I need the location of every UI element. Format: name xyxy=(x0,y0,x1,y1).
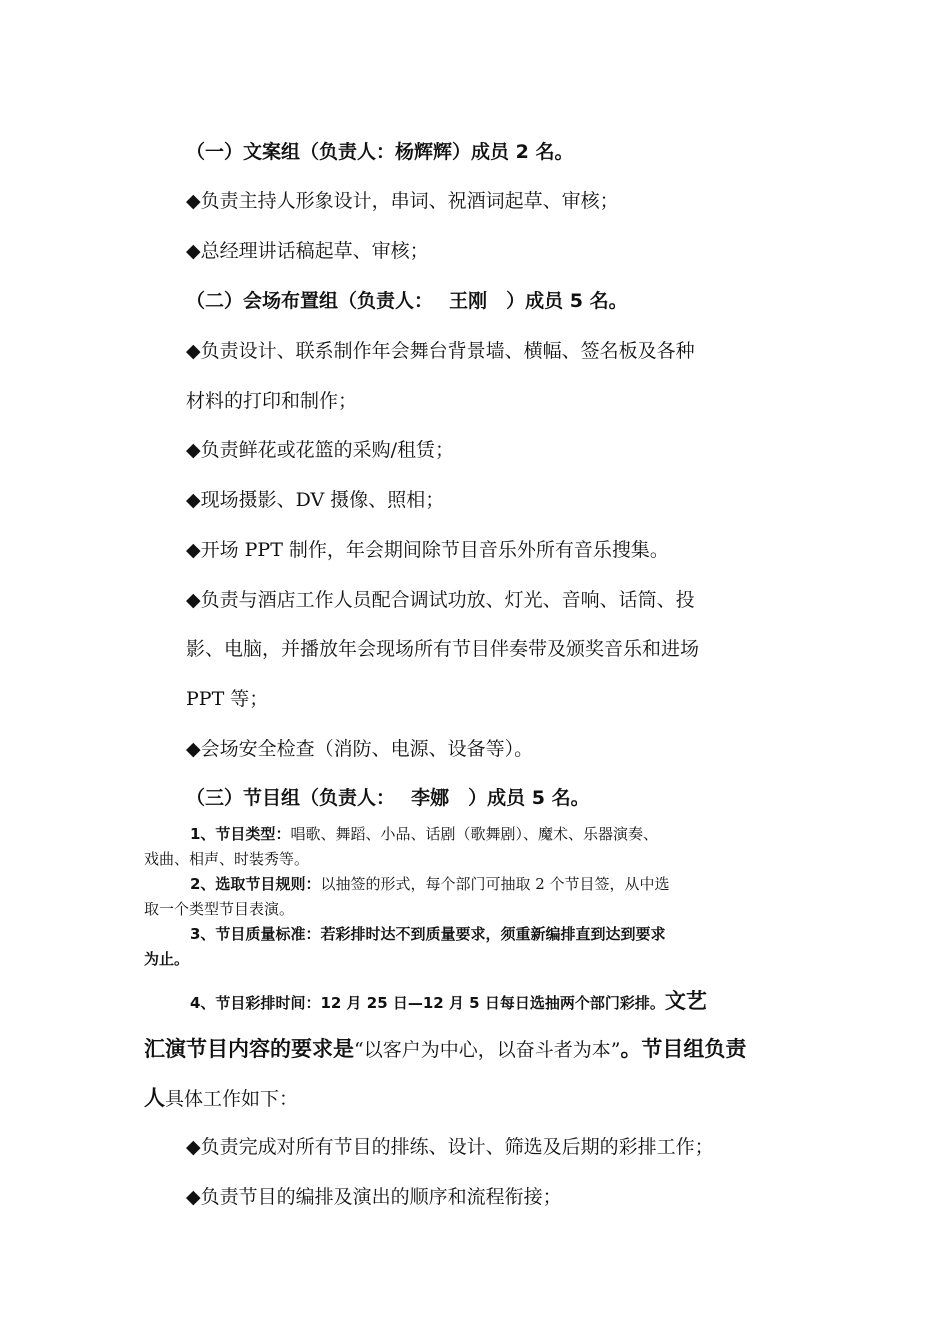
rule-continuation: 取一个类型节目表演。 xyxy=(144,900,295,918)
bullet-item: ◆总经理讲话稿起草、审核； xyxy=(186,240,429,262)
bullet-item: ◆负责鲜花或花篮的采购/租赁； xyxy=(186,439,455,461)
bullet-item: ◆现场摄影、DV 摄像、照相； xyxy=(186,489,445,511)
rule-item: 4、节目彩排时间：12 月 25 日—12 月 5 日每日选抽两个部门彩排。文艺 xyxy=(190,989,707,1013)
rule-item: 3、节目质量标准：若彩排时达不到质量要求，须重新编排直到达到要求 xyxy=(190,925,666,943)
bullet-item: ◆负责设计、联系制作年会舞台背景墙、横幅、签名板及各种 xyxy=(186,340,695,362)
bullet-item: ◆负责节目的编排及演出的顺序和流程衔接； xyxy=(186,1186,562,1208)
bullet-item: ◆开场 PPT 制作，年会期间除节目音乐外所有音乐搜集。 xyxy=(186,539,669,561)
section-heading-program: （三）节目组（负责人： 李娜 ）成员 5 名。 xyxy=(186,787,590,809)
rule-label: 1、节目类型： xyxy=(190,825,291,843)
slogan: “以客户为中心，以奋斗者为本” xyxy=(354,1039,621,1061)
rule-item: 2、选取节目规则：以抽签的形式，每个部门可抽取 2 个节目签，从中选 xyxy=(190,875,670,893)
bullet-continuation: 影、电脑，并播放年会现场所有节目伴奏带及颁奖音乐和进场 xyxy=(186,638,700,660)
rule-label: 4、节目彩排时间：12 月 25 日—12 月 5 日每日选抽两个部门彩排。 xyxy=(190,994,665,1012)
rule-label: 2、选取节目规则： xyxy=(190,875,321,893)
rule-continuation: 汇演节目内容的要求是“以客户为中心，以奋斗者为本”。节目组负责 xyxy=(144,1037,747,1061)
rule-continuation: 人具体工作如下： xyxy=(144,1086,299,1110)
section-heading-copywriting: （一）文案组（负责人：杨辉辉）成员 2 名。 xyxy=(186,141,574,163)
bullet-item: ◆会场安全检查（消防、电源、设备等）。 xyxy=(186,738,534,760)
bullet-item: ◆负责完成对所有节目的排练、设计、筛选及后期的彩排工作； xyxy=(186,1136,714,1158)
bullet-item: ◆负责主持人形象设计，串词、祝酒词起草、审核； xyxy=(186,190,619,212)
rule-continuation: 戏曲、相声、时装秀等。 xyxy=(144,850,310,868)
rule-item: 1、节目类型：唱歌、舞蹈、小品、话剧（歌舞剧）、魔术、乐器演奏、 xyxy=(190,825,658,843)
bullet-item: ◆负责与酒店工作人员配合调试功放、灯光、音响、话筒、投 xyxy=(186,589,695,611)
section-heading-venue: （二）会场布置组（负责人： 王刚 ）成员 5 名。 xyxy=(186,290,628,312)
bullet-continuation: PPT 等； xyxy=(186,688,269,710)
rule-continuation: 为止。 xyxy=(144,950,190,968)
bullet-continuation: 材料的打印和制作； xyxy=(186,390,358,412)
